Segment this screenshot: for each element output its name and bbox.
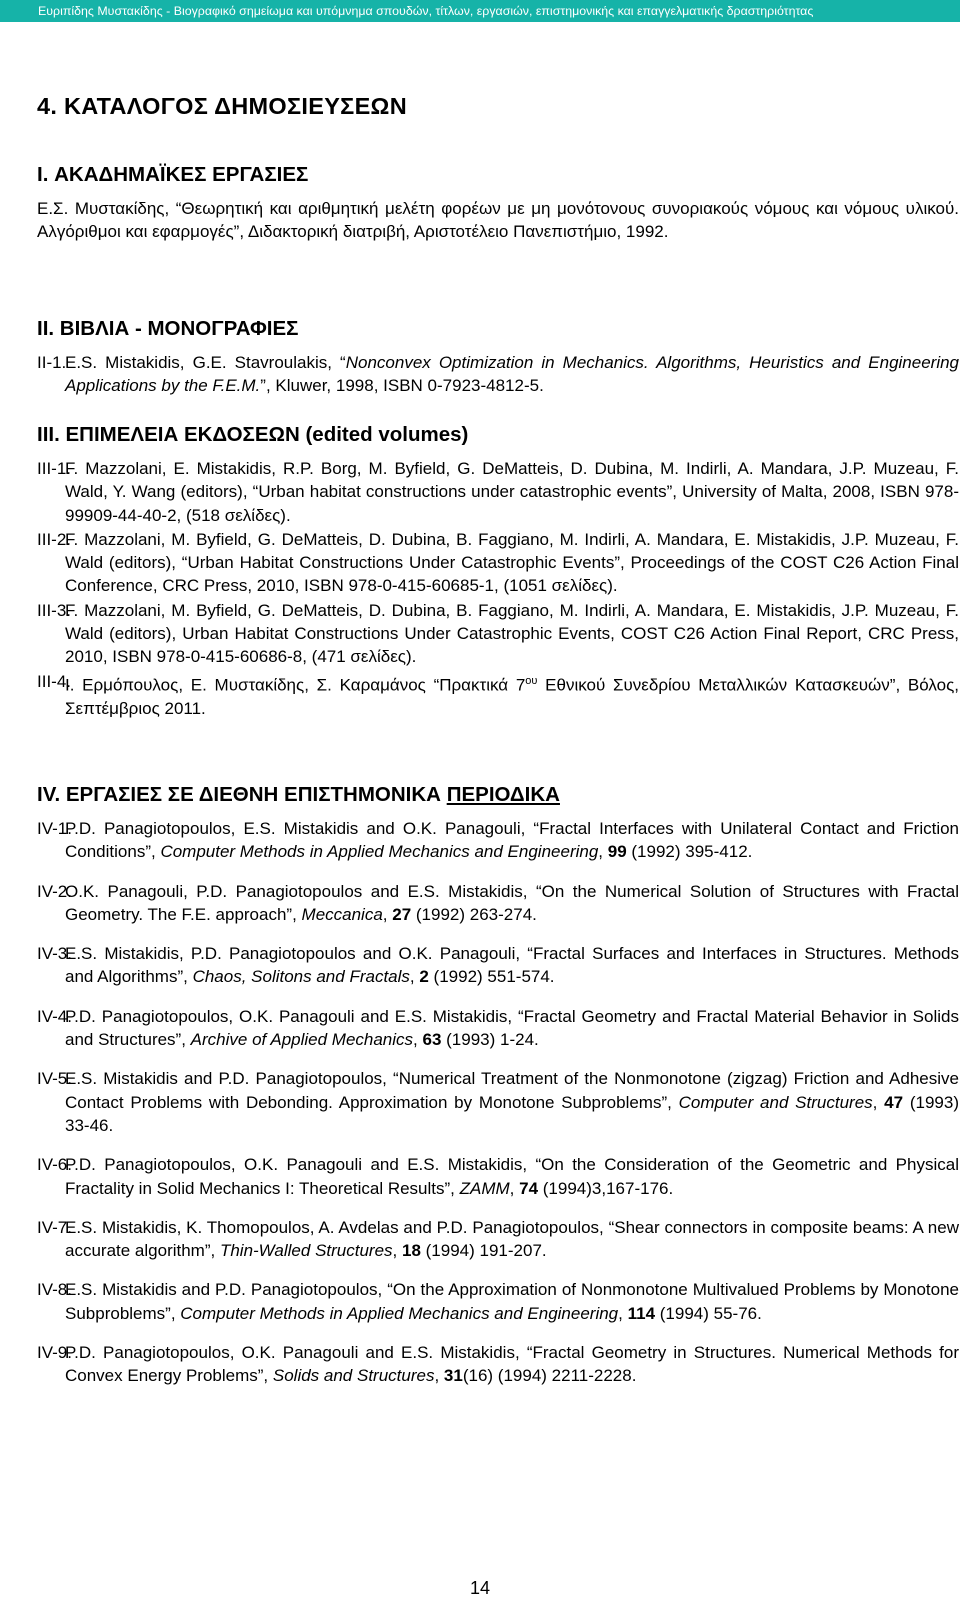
page-number: 14	[469, 1578, 491, 1598]
list-item	[37, 351, 959, 398]
journal-volume: 2	[419, 967, 429, 987]
journal-name: Archive of Applied Mechanics	[190, 1030, 414, 1050]
entry-text: E.S. Mistakidis and P.D. Panagiotopoulos, “On the Approximation of Nonmonotone Multivalued Problems by Monotone Subproblems”, Computer Methods in Applied Mechanics and Engineering, 114 (1994) 55-76.	[65, 1280, 959, 1323]
journal-name: Computer Methods in Applied Mechanics and Engineering	[160, 842, 599, 862]
list-item	[37, 1278, 959, 1325]
entry-text: F. Mazzolani, M. Byfield, G. DeMatteis, D. Dubina, B. Faggiano, M. Indirli, A. Mandara, E. Mistakidis, J.P. Muzeau, F. Wald (editors), “Urban Habitat Constructions Under Catastrophic Events”, Proceedings of the COST C26 Action Final Conference, CRC Press, 2010, ISBN 978-0-415-60685-1, (1051 σελίδες).	[65, 529, 959, 596]
journal-volume: 74	[519, 1178, 539, 1198]
entry-number: IV-4.	[37, 1006, 72, 1026]
entry-number: IV-1.	[37, 819, 72, 838]
entry-rest: ”, Kluwer, 1998, ISBN 0-7923-4812-5.	[260, 376, 544, 396]
entry-text: P.D. Panagiotopoulos, O.K. Panagouli and E.S. Mistakidis, “Fractal Geometry in Structures. Numerical Methods for Convex Energy Problems”, Solids and Structures, 31(16) (1994) 2211-2228.	[65, 1343, 959, 1386]
list-item	[37, 1341, 959, 1388]
main-title: 4. ΚΑΤΑΛΟΓΟΣ ΔΗΜΟΣΙΕΥΣΕΩΝ	[37, 93, 407, 119]
entry-number: III-4.	[37, 671, 72, 691]
entry-text: Ι. Ερμόπουλος, Ε. Μυστακίδης, Σ. Καραμάνος “Πρακτικά $7^{o\upsilon}$ Εθνικού Συνεδρίου Μεταλλικών Κατασκευών”, Βόλος, Σεπτέμβριος 2011.	[65, 674, 959, 718]
list-item	[37, 880, 959, 927]
superscript: ου	[525, 674, 538, 687]
entry-text: F. Mazzolani, E. Mistakidis, R.P. Borg, M. Byfield, G. DeMatteis, D. Dubina, M. Indirli, A. Mandara, J.P. Muzeau, F. Wald, Y. Wang (editors), “Urban habitat constructions under catastrophic events”, University of Malta, 2008, ISBN 978-99909-44-40-2, (518 σελίδες).	[65, 459, 959, 525]
entry-text	[65, 351, 959, 398]
entry-number: IV-5.	[37, 1069, 72, 1089]
entry-number: IV-8.	[37, 1280, 72, 1300]
list-item	[37, 599, 959, 669]
entry-number: III-3.	[37, 600, 72, 620]
entry-text: E.S. Mistakidis and P.D. Panagiotopoulos, “Numerical Treatment of the Nonmonotone (zigzag) Friction and Adhesive Contact Problems with Debonding. Approximation by Monotone Subproblems”, Computer and Structures, 47 (1993) 33-46.	[65, 1069, 959, 1135]
section-title: IV. ΕΡΓΑΣΙΕΣ ΣΕ ΔΙΕΘΝΗ ΕΠΙΣΤΗΜΟΝΙΚΑ ΠΕΡΙΟΔΙΚΑ	[37, 783, 560, 806]
entry-text: E.S. Mistakidis, K. Thomopoulos, A. Avdelas and P.D. Panagiotopoulos, “Shear connectors in composite beams: A new accurate algorithm”, Thin-Walled Structures, 18 (1994) 191-207.	[65, 1217, 959, 1261]
list-item	[37, 1005, 959, 1052]
entry-text: F. Mazzolani, M. Byfield, G. DeMatteis, D. Dubina, B. Faggiano, M. Indirli, A. Mandara, E. Mistakidis, J.P. Muzeau, F. Wald (editors), Urban Habitat Constructions Under Catastrophic Events, COST C26 Action Final Report, CRC Press, 2010, ISBN 978-0-415-60686-8, (471 σελίδες).	[65, 600, 959, 667]
entry-text: P.D. Panagiotopoulos, E.S. Mistakidis and O.K. Panagouli, “Fractal Interfaces with Unilateral Contact and Friction Conditions”, Computer Methods in Applied Mechanics and Engineering, 99 (1992) 395-412.	[65, 819, 959, 862]
journal-name: Meccanica	[301, 904, 383, 924]
journal-volume: 47	[884, 1092, 904, 1112]
page-header	[0, 0, 960, 22]
section-academic	[37, 162, 959, 244]
entry-number: IV-9.	[37, 1343, 72, 1363]
list-item	[37, 670, 959, 720]
list-item	[37, 942, 959, 989]
entry-text: P.D. Panagiotopoulos, O.K. Panagouli and E.S. Mistakidis, “Fractal Geometry and Fractal Material Behavior in Solids and Structures”, Archive of Applied Mechanics, 63 (1993) 1-24.	[65, 1006, 959, 1050]
list-item	[37, 457, 959, 527]
entry-number: IV-2.	[37, 881, 72, 901]
journal-volume: 27	[392, 904, 412, 924]
section-edited-volumes	[37, 422, 959, 721]
section-title: III. ΕΠΙΜΕΛΕΙΑ ΕΚΔΟΣΕΩΝ (edited volumes)	[37, 423, 469, 446]
header-text: Ευριπίδης Μυστακίδης - Βιογραφικό σημείωμα και υπόμνημα σπουδών, τίτλων, εργασιών, επιστημονικής και επαγγελματικής δραστηριότητας	[38, 4, 814, 18]
journal-name: Solids and Structures	[272, 1366, 435, 1386]
list-item	[37, 1216, 959, 1263]
journal-name: Thin-Walled Structures	[219, 1241, 393, 1261]
journal-volume: 63	[422, 1030, 442, 1050]
journal-name: Computer and Structures	[678, 1092, 873, 1112]
journal-name: Computer Methods in Applied Mechanics and Engineering	[180, 1303, 619, 1323]
journal-list	[37, 817, 959, 1388]
section-title: I. ΑΚΑΔΗΜΑΪΚΕΣ ΕΡΓΑΣΙΕΣ	[37, 163, 309, 186]
entry-authors: E.S. Mistakidis, G.E. Stavroulakis, “	[65, 353, 346, 372]
journal-name: ZAMM	[459, 1178, 510, 1198]
list-item	[37, 1067, 959, 1137]
entry-number: III-2.	[37, 529, 72, 549]
entry-text: E.S. Mistakidis, P.D. Panagiotopoulos and O.K. Panagouli, “Fractal Surfaces and Interfaces in Structures. Methods and Algorithms”, Chaos, Solitons and Fractals, 2 (1992) 551-574.	[65, 944, 959, 987]
entry-number: IV-7.	[37, 1217, 72, 1237]
entry-text: P.D. Panagiotopoulos, O.K. Panagouli and E.S. Mistakidis, “On the Consideration of the Geometric and Physical Fractality in Solid Mechanics I: Theoretical Results”, ZAMM, 74 (1994)3,167-176.	[65, 1155, 959, 1198]
entry-number: IV-6.	[37, 1155, 72, 1175]
list-item	[37, 528, 959, 598]
entry-number: II-1.	[37, 353, 67, 372]
list-item	[37, 1153, 959, 1200]
entry-book-title: Nonconvex Optimization in Mechanics. Algorithms, Heuristics and Engineering Applications by the F.E.M.	[65, 353, 960, 396]
dissertation-text: Ε.Σ. Μυστακίδης, “Θεωρητική και αριθμητική μελέτη φορέων με μη μονότονους συνοριακούς νόμους και νόμους υλικού. Αλγόριθμοι και εφαρμογές”, Διδακτορική διατριβή, Αριστοτέλειο Πανεπιστήμιο, 1992.	[37, 199, 959, 242]
journal-volume: 114	[627, 1303, 656, 1323]
journal-volume: 18	[402, 1241, 421, 1261]
journal-volume: 99	[607, 842, 627, 862]
section-title: II. ΒΙΒΛΙΑ - ΜΟΝΟΓΡΑΦΙΕΣ	[37, 317, 299, 340]
journal-volume: 31	[443, 1366, 463, 1386]
entry-number: III-1.	[37, 459, 72, 478]
section-books	[37, 316, 959, 414]
entry-number: IV-3.	[37, 944, 72, 964]
section-journal-papers	[37, 782, 959, 1404]
journal-name: Chaos, Solitons and Fractals	[192, 967, 410, 987]
entry-text: O.K. Panagouli, P.D. Panagiotopoulos and E.S. Mistakidis, “On the Numerical Solution of Structures with Fractal Geometry. The F.E. approach”, Meccanica, 27 (1992) 263-274.	[65, 881, 959, 924]
list-item	[37, 817, 959, 864]
